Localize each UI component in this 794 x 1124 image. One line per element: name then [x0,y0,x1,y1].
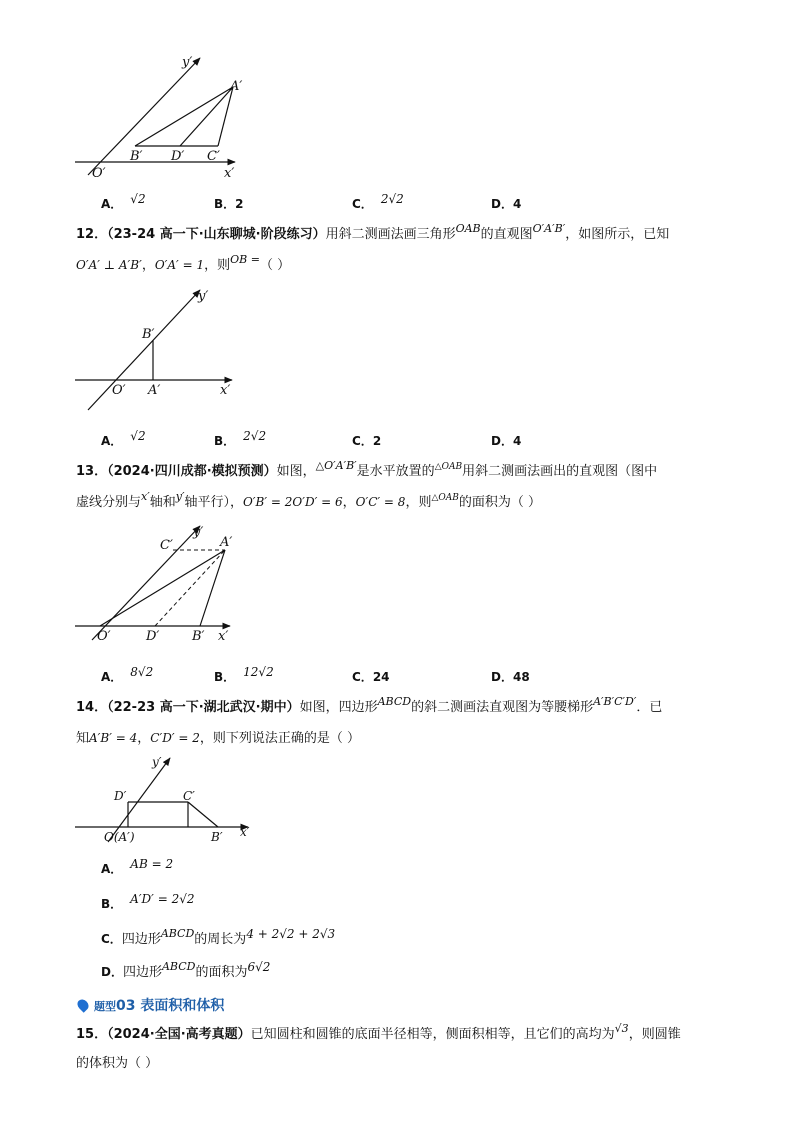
label-x: x′ [220,383,231,398]
location-pin-icon [75,997,91,1013]
label-a: A′ [230,79,243,94]
label-x: x′ [218,629,229,644]
label-y: y′ [198,289,209,304]
label-b: B′ [130,149,143,164]
q13-line1: 13．（2024·四川成都·模拟预测）如图，$^{\triangle O'A'B'}$是水平放置的$^{\triangle OAB}$用斜二测画法画出的直观图（图中 [76,459,658,479]
label-x: x′ [224,166,235,181]
q11-option-b[interactable]: B．2 [214,197,244,211]
label-a: A′ [220,535,233,550]
q12-option-b[interactable]: B． 2√2 [214,429,267,448]
label-o: O′ [97,629,111,644]
label-b: B′ [211,830,223,844]
q15-line2: 的体积为（ ） [76,1056,159,1071]
label-d: D′ [114,789,127,803]
q12-option-c[interactable]: C．2 [352,434,382,448]
q14-option-c[interactable]: C．四边形$^{ABCD}$的周长为4 + 2√2 + 2√3 [101,927,336,947]
q15-line1: 15．（2024·全国·高考真题）已知圆柱和圆锥的底面半径相等，侧面积相等，且它们的高均为$^{√3}$，则圆锥 [76,1022,681,1042]
q12-option-d[interactable]: D．4 [491,434,522,448]
q12-line2: O′A′ ⊥ A′B′，O′A′ = 1，则$^{OB =}$（ ） [76,253,291,273]
q14-option-b[interactable]: B． A′D′ = 2√2 [101,892,195,911]
q13-option-d[interactable]: D．48 [491,670,530,684]
label-y: y′ [182,55,193,70]
figure-q12 [70,282,245,417]
q11-option-a[interactable]: A． √2 [101,192,146,211]
q12-option-a[interactable]: A． √2 [101,429,146,448]
q14-line2: 知A′B′ = 4，C′D′ = 2，则下列说法正确的是（ ） [76,731,361,746]
label-b: B′ [192,629,205,644]
label-d: D′ [171,149,185,164]
section-header: 题型03 表面积和体积 [78,995,224,1015]
label-c: C′ [183,789,195,803]
q13-line2: 虚线分别与$^{x'}$轴和$^{y'}$轴平行），O′B′ = 2O′D′ = 6，O′C′ = 8，则$^{\triangle OAB}$的面积为（ ） [76,490,542,510]
figure-q14 [70,752,260,847]
q11-option-d[interactable]: D．4 [491,197,522,211]
label-a: A′ [148,383,161,398]
label-y: y′ [152,755,162,769]
q13-option-b[interactable]: B． 12√2 [214,665,274,684]
q14-option-d[interactable]: D．四边形$^{ABCD}$的面积为6√2 [101,960,271,980]
label-o: O′ [112,383,126,398]
q13-option-a[interactable]: A． 8√2 [101,665,154,684]
label-c: C′ [160,538,173,553]
label-x: x′ [240,825,250,839]
label-y: y′ [193,525,204,540]
label-o: O(A′) [104,830,135,844]
figure-q11 [70,50,260,185]
q12-line1: 12．（23-24 高一下·山东聊城·阶段练习）用斜二测画法画三角形$^{OAB}$的直观图$^{O'A'B'}$，如图所示，已知 [76,222,670,242]
figure-q13 [70,518,250,648]
q13-option-c[interactable]: C．24 [352,670,390,684]
label-o: O′ [92,166,106,181]
label-d: D′ [146,629,160,644]
q14-option-a[interactable]: A． AB = 2 [101,857,174,876]
q11-option-c[interactable]: C． 2√2 [352,192,404,211]
q14-line1: 14．（22-23 高一下·湖北武汉·期中）如图，四边形$^{ABCD}$的斜二测画法直观图为等腰梯形$^{A'B'C'D'}$．已 [76,695,663,715]
label-b: B′ [142,327,155,342]
label-c: C′ [207,149,220,164]
